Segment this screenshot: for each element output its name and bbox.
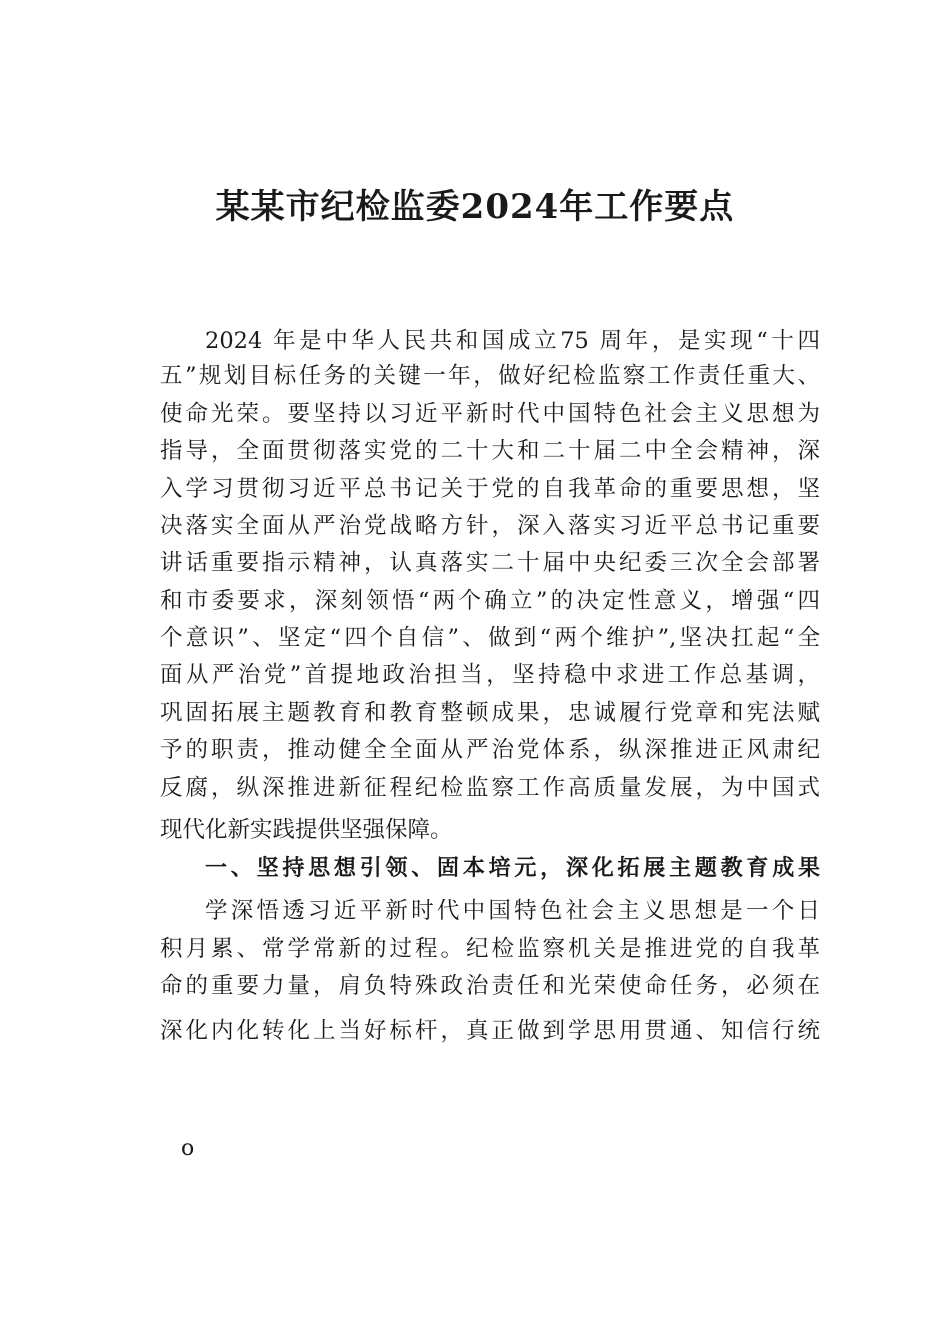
intro-line: 个意识”、坚定“四个自信”、做到“两个维护”,坚决扛起“全 bbox=[160, 625, 820, 651]
intro-line: 入学习贯彻习近平总书记关于党的自我革命的重要思想，坚 bbox=[160, 476, 820, 502]
intro-line: 巩固拓展主题教育和教育整顿成果，忠诚履行党章和宪法赋 bbox=[160, 700, 820, 726]
intro-line: 反腐，纵深推进新征程纪检监察工作高质量发展，为中国式 bbox=[160, 775, 820, 801]
intro-line: 讲话重要指示精神，认真落实二十届中央纪委三次全会部署 bbox=[160, 550, 820, 576]
intro-line: 五”规划目标任务的关键一年，做好纪检监察工作责任重大、 bbox=[160, 363, 820, 389]
document-title: 某某市纪检监委2024年工作要点 bbox=[215, 187, 735, 227]
intro-line: 使命光荣。要坚持以习近平新时代中国特色社会主义思想为 bbox=[160, 401, 820, 427]
section-line: 深化内化转化上当好标杆，真正做到学思用贯通、知信行统 bbox=[160, 1018, 820, 1044]
intro-line: 指导，全面贯彻落实党的二十大和二十届二中全会精神，深 bbox=[160, 438, 820, 464]
section-line: 积月累、常学常新的过程。纪检监察机关是推进党的自我革 bbox=[160, 936, 820, 962]
section-line: 学深悟透习近平新时代中国特色社会主义思想是一个日 bbox=[205, 898, 820, 924]
intro-line: 和市委要求，深刻领悟“两个确立”的决定性意义，增强“四 bbox=[160, 588, 820, 614]
section-heading: 一、坚持思想引领、固本培元，深化拓展主题教育成果 bbox=[205, 856, 820, 881]
trailing-mark: o bbox=[181, 1136, 195, 1161]
intro-line: 现代化新实践提供坚强保障。 bbox=[160, 817, 453, 843]
section-line: 命的重要力量，肩负特殊政治责任和光荣使命任务，必须在 bbox=[160, 973, 820, 999]
intro-line: 2024 年是中华人民共和国成立75 周年，是实现“十四 bbox=[205, 328, 820, 354]
intro-line: 面从严治党”首提地政治担当，坚持稳中求进工作总基调， bbox=[160, 662, 820, 688]
intro-line: 予的职责，推动健全全面从严治党体系，纵深推进正风肃纪 bbox=[160, 737, 820, 763]
intro-line: 决落实全面从严治党战略方针，深入落实习近平总书记重要 bbox=[160, 513, 820, 539]
